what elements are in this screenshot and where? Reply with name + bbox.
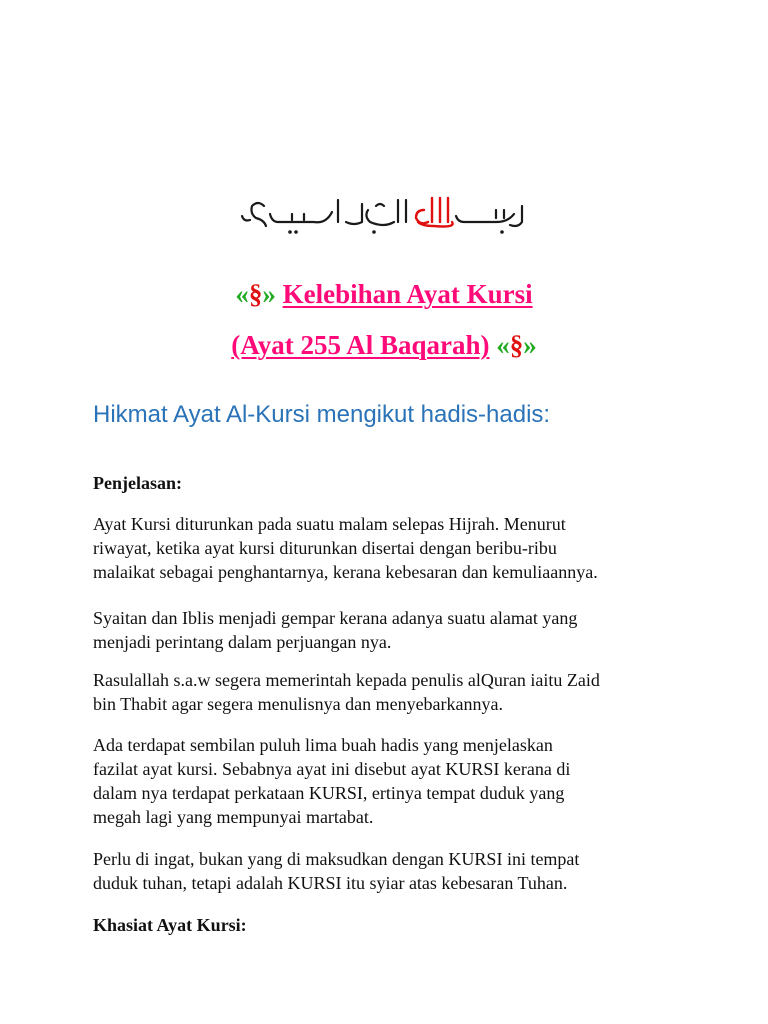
- paragraph-line: malaikat sebagai penghantarnya, kerana kebesaran dan kemuliaannya.: [93, 562, 598, 582]
- paragraph-3: [93, 668, 693, 716]
- section-label-penjelasan: Penjelasan:: [93, 473, 182, 493]
- paragraph-line: duduk tuhan, tetapi adalah KURSI itu syiar atas kebesaran Tuhan.: [93, 873, 568, 893]
- paragraph-line: bin Thabit agar segera menulisnya dan menyebarkannya.: [93, 694, 504, 714]
- paragraph-line: Rasulallah s.a.w segera memerintah kepada penulis alQuran iaitu Zaid: [93, 670, 600, 690]
- paragraph-line: fazilat ayat kursi. Sebabnya ayat ini disebut ayat KURSI kerana di: [93, 759, 571, 779]
- subheading: Hikmat Ayat Al-Kursi mengikut hadis-hadis:: [93, 401, 551, 428]
- paragraph-line: Ayat Kursi diturunkan pada suatu malam selepas Hijrah. Menurut: [93, 514, 566, 534]
- section-symbol-icon: «§»: [235, 279, 276, 309]
- paragraph-line: dalam nya terdapat perkataan KURSI, ertinya tempat duduk yang: [93, 783, 565, 803]
- basmala-calligraphy-icon: [234, 192, 534, 242]
- paragraph-line: megah lagi yang mempunyai martabat.: [93, 807, 374, 827]
- title-text-2: (Ayat 255 Al Baqarah): [231, 330, 490, 360]
- paragraph-5: [93, 847, 693, 895]
- paragraph-1: [93, 512, 693, 584]
- title-line-1: [0, 277, 768, 311]
- paragraph-line: riwayat, ketika ayat kursi diturunkan disertai dengan beribu-ribu: [93, 538, 557, 558]
- title-text-1: Kelebihan Ayat Kursi: [282, 279, 533, 309]
- title-line-2: [0, 328, 768, 362]
- paragraph-line: Syaitan dan Iblis menjadi gempar kerana adanya suatu alamat yang: [93, 608, 578, 628]
- paragraph-line: Perlu di ingat, bukan yang di maksudkan dengan KURSI ini tempat: [93, 849, 580, 869]
- paragraph-line: Ada terdapat sembilan puluh lima buah hadis yang menjelaskan: [93, 735, 553, 755]
- paragraph-line: menjadi perintang dalam perjuangan nya.: [93, 632, 392, 652]
- section-symbol-icon: «§»: [496, 330, 537, 360]
- paragraph-4: [93, 733, 693, 829]
- section-label-khasiat: Khasiat Ayat Kursi:: [93, 915, 247, 935]
- paragraph-2: [93, 606, 693, 654]
